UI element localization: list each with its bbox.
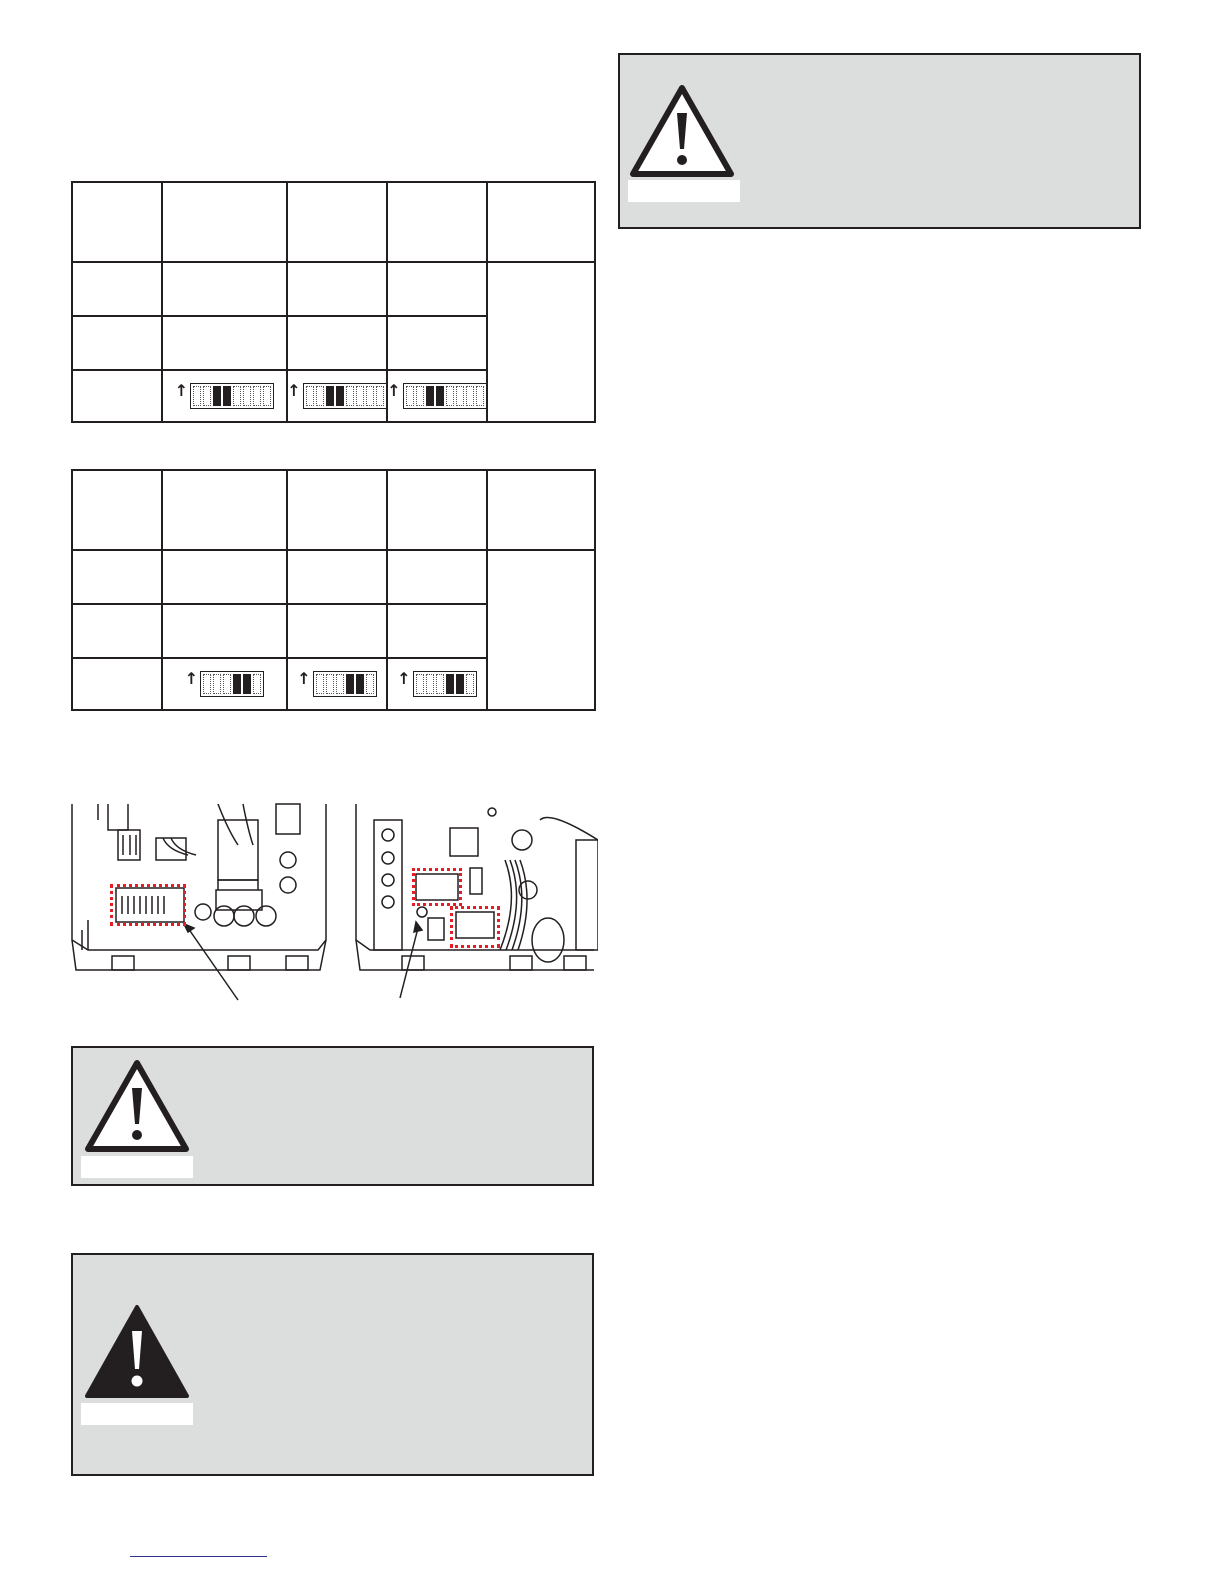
dip-switch-position [426,386,434,406]
table-cell [387,262,487,316]
dip-switch-position [436,386,444,406]
table-header-cell [72,182,162,262]
dip-switch-position [326,674,334,694]
control-board-figure-right [350,800,598,1010]
footer-link-underline[interactable] [130,1556,267,1557]
dip-switch-position [426,674,434,694]
dip-switch-graphic [413,671,477,697]
up-arrow-icon: ↑ [174,381,189,400]
table-row [72,550,595,604]
warning-triangle-filled-icon [83,1303,191,1401]
dip-switch-position [306,386,314,406]
dip-switch-position [406,386,414,406]
dip-switch-position [223,386,231,406]
up-arrow-icon: ↑ [387,381,401,400]
dip-switch-graphic [200,671,264,697]
table-cell-merged [487,262,595,422]
table-cell [287,550,387,604]
dip-switch-position [416,674,424,694]
dip-cell [162,658,287,710]
dip-switch-position [193,386,201,406]
dip-switch-position [476,386,484,406]
dip-switch-position [446,674,454,694]
table-cell [72,604,162,658]
table-cell [162,604,287,658]
table-cell-merged [487,550,595,710]
dip-cell [387,370,487,422]
dip-switch-position [346,674,354,694]
warning-signal-word-label [628,180,740,202]
dip-switch-position [243,386,251,406]
dip-cell [287,370,387,422]
dip-switch-position [366,386,374,406]
dip-switch-position [436,674,444,694]
dip-switch-position [223,674,231,694]
table-cell [72,658,162,710]
up-arrow-icon: ↑ [287,381,301,400]
dip-switch-position [466,386,474,406]
dip-switch-position [233,386,241,406]
table-header-cell [487,470,595,550]
warning-box [618,53,1141,229]
dip-switch-position [316,386,324,406]
table-cell [387,316,487,370]
table-cell [287,316,387,370]
dip-switch-position [213,674,221,694]
table-header-row [72,182,595,262]
dip-cell [162,370,287,422]
dip-switch-graphic [190,383,274,409]
table-cell [72,262,162,316]
dip-switch-position [336,674,344,694]
dip-switch-position [346,386,354,406]
dip-switch-position [446,386,454,406]
dip-switch-position [326,386,334,406]
warning-signal-word-label [81,1156,193,1178]
dip-switch-position [213,386,221,406]
table-header-cell [487,182,595,262]
table-cell [72,370,162,422]
up-arrow-icon: ↑ [397,669,411,688]
warning-box [71,1046,594,1186]
danger-box [71,1253,594,1476]
table-header-cell [387,470,487,550]
dip-switch-position [366,674,374,694]
table-header-cell [162,470,287,550]
table-cell [162,316,287,370]
danger-signal-word-label [81,1403,193,1425]
table-header-cell [162,182,287,262]
dip-switch-table-1 [71,181,596,423]
table-header-row [72,470,595,550]
dip-switch-highlight [110,884,186,926]
dip-switch-position [203,386,211,406]
dip-switch-table-2 [71,469,596,711]
table-header-cell [387,182,487,262]
dip-switch-position [233,674,241,694]
dip-switch-position [356,386,364,406]
dip-switch-graphic [403,383,487,409]
dip-switch-position [416,386,424,406]
up-arrow-icon: ↑ [297,669,311,688]
dip-switch-position [456,386,464,406]
table-cell [387,550,487,604]
dip-switch-highlight [450,906,500,948]
dip-cell [287,658,387,710]
table-header-cell [287,470,387,550]
dip-switch-position [203,674,211,694]
dip-switch-graphic [313,671,377,697]
table-cell [287,262,387,316]
dip-switch-position [253,386,261,406]
dip-switch-graphic [303,383,387,409]
dip-switch-position [263,386,271,406]
up-arrow-icon: ↑ [184,669,199,688]
table-cell [72,316,162,370]
dip-cell [387,658,487,710]
warning-triangle-outline-icon [628,83,736,179]
dip-switch-highlight [412,868,462,906]
table-header-cell [72,470,162,550]
table-cell [162,262,287,316]
dip-switch-position [243,674,251,694]
dip-switch-position [253,674,261,694]
table-row [72,262,595,316]
table-header-cell [287,182,387,262]
dip-switch-position [376,386,384,406]
dip-switch-position [356,674,364,694]
dip-switch-position [466,674,474,694]
dip-switch-position [316,674,324,694]
control-board-figure-left [68,800,328,1010]
table-cell [287,604,387,658]
dip-switch-position [456,674,464,694]
table-cell [72,550,162,604]
warning-triangle-outline-icon [83,1058,191,1154]
table-cell [162,550,287,604]
dip-switch-position [336,386,344,406]
table-cell [387,604,487,658]
